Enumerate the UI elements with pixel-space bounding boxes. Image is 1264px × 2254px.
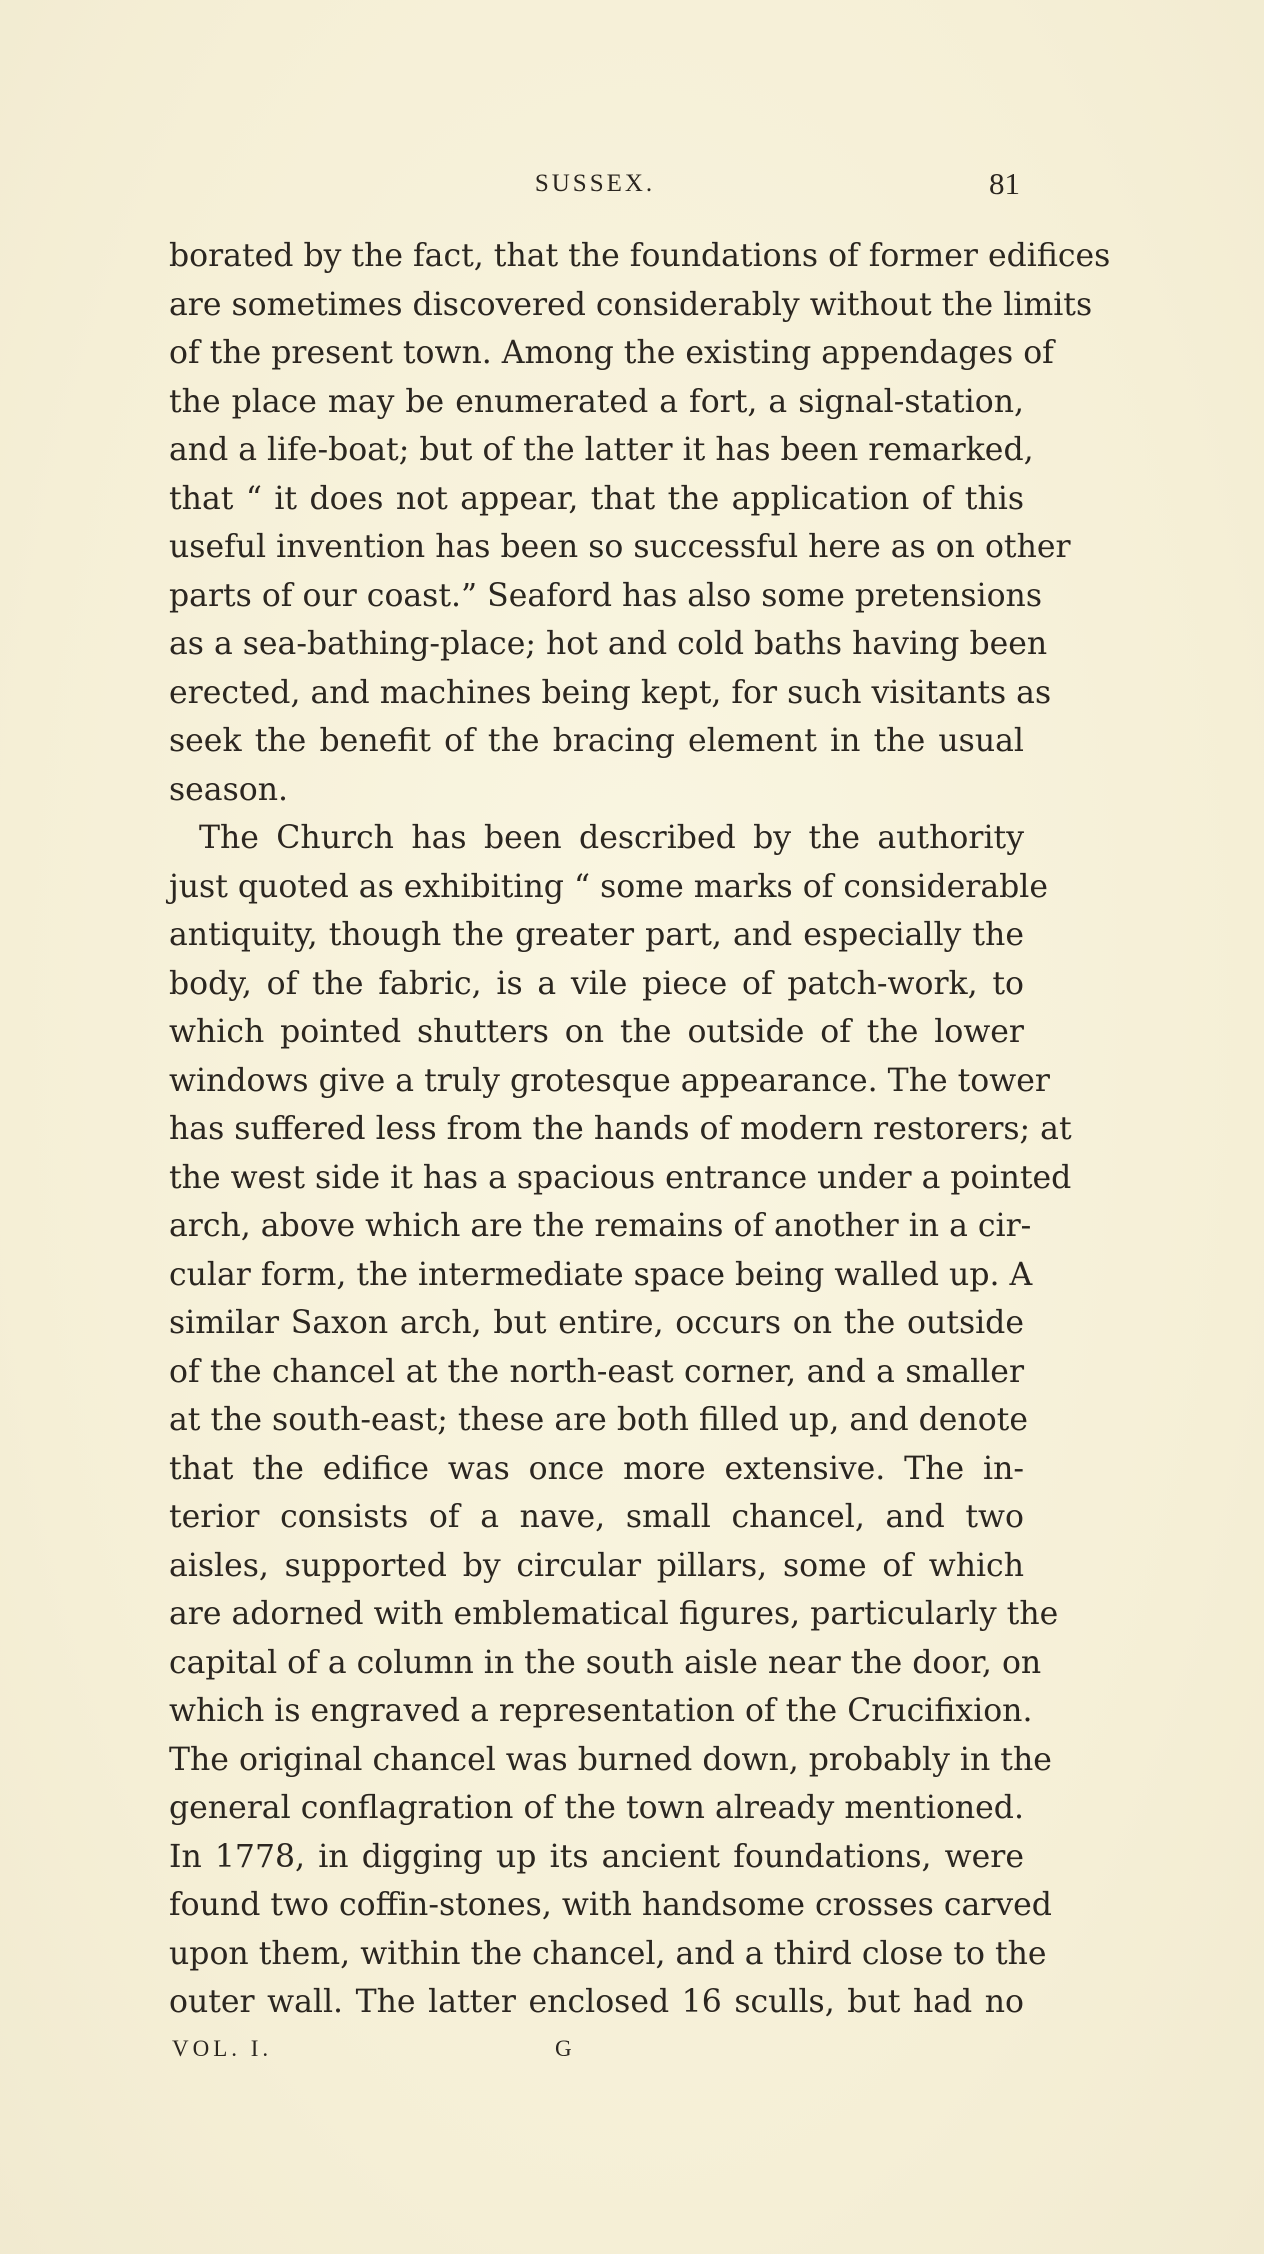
text-line: capital of a column in the south aisle near the door, on [169,1644,1042,1681]
text-line: that the edifice was once more extensive. The in- [169,1450,1024,1487]
page-header [170,160,1020,210]
text-line: seek the benefit of the bracing element in the usual [169,723,1024,759]
text-line: which is engraved a representation of the Crucifixion. [169,1693,1033,1729]
paragraph-first-line: The Church has been described by the authority [199,820,1024,856]
text-line: In 1778, in digging up its ancient foundations, were [169,1838,1024,1875]
text-line: windows give a truly grotesque appearance. The tower [169,1062,1050,1099]
text-line: the place may be enumerated a fort, a signal-station, [169,383,1024,420]
text-line: of the chancel at the north-east corner, and a smaller [169,1353,1024,1390]
text-line: and a life-boat; but of the latter it has been remarked, [169,432,1034,468]
text-line: body, of the fabric, is a vile piece of patch-work, to [169,965,1024,1002]
text-line: The original chancel was burned down, probably in the [169,1741,1052,1778]
text-line: similar Saxon arch, but entire, occurs on the outside [169,1305,1024,1341]
text-line: upon them, within the chancel, and a third close to the [169,1935,1047,1972]
text-line: are adorned with emblematical figures, particularly the [169,1596,1059,1632]
text-line: has suffered less from the hands of modern restorers; at [169,1111,1072,1147]
text-line: general conflagration of the town already mentioned. [169,1790,1024,1826]
text-line: of the present town. Among the existing appendages of [169,335,1054,371]
text-line: useful invention has been so successful here as on other [169,529,1071,565]
page-number: 81 [989,166,1020,201]
text-line: which pointed shutters on the outside of the lower [169,1014,1024,1050]
text-line: arch, above which are the remains of another in a cir- [169,1208,1032,1244]
text-line: as a sea-bathing-place; hot and cold baths having been [169,626,1048,662]
running-head: SUSSEX. [534,170,656,197]
text-line: are sometimes discovered considerably without the limits [169,286,1093,323]
text-line: parts of our coast.” Seaford has also some pretensions [169,577,1043,614]
text-line: antiquity, though the greater part, and especially the [169,917,1024,953]
text-line: outer wall. The latter enclosed 16 sculls, but had no [169,1984,1024,2020]
volume-mark: VOL. I. [172,2036,273,2061]
text-line: the west side it has a spacious entrance under a pointed [169,1159,1072,1196]
text-line: erected, and machines being kept, for such visitants as [169,674,1052,711]
text-line: borated by the fact, that the foundations of former edifices [169,238,1111,274]
page-footer [0,2036,1264,2076]
text-line: that “ it does not appear, that the application of this [169,480,1024,517]
body-text [169,232,1111,2027]
text-line: aisles, supported by circular pillars, some of which [169,1547,1024,1584]
text-line: at the south-east; these are both filled up, and denote [169,1402,1028,1438]
signature-mark: G [555,2036,572,2061]
text-line: found two coffin-stones, with handsome crosses carved [169,1887,1052,1923]
text-line: just quoted as exhibiting “ some marks of considerable [169,868,1048,905]
text-line: cular form, the intermediate space being walled up. A [169,1256,1033,1293]
text-line: terior consists of a nave, small chancel, and two [169,1499,1024,1535]
text-line: season. [169,771,289,808]
